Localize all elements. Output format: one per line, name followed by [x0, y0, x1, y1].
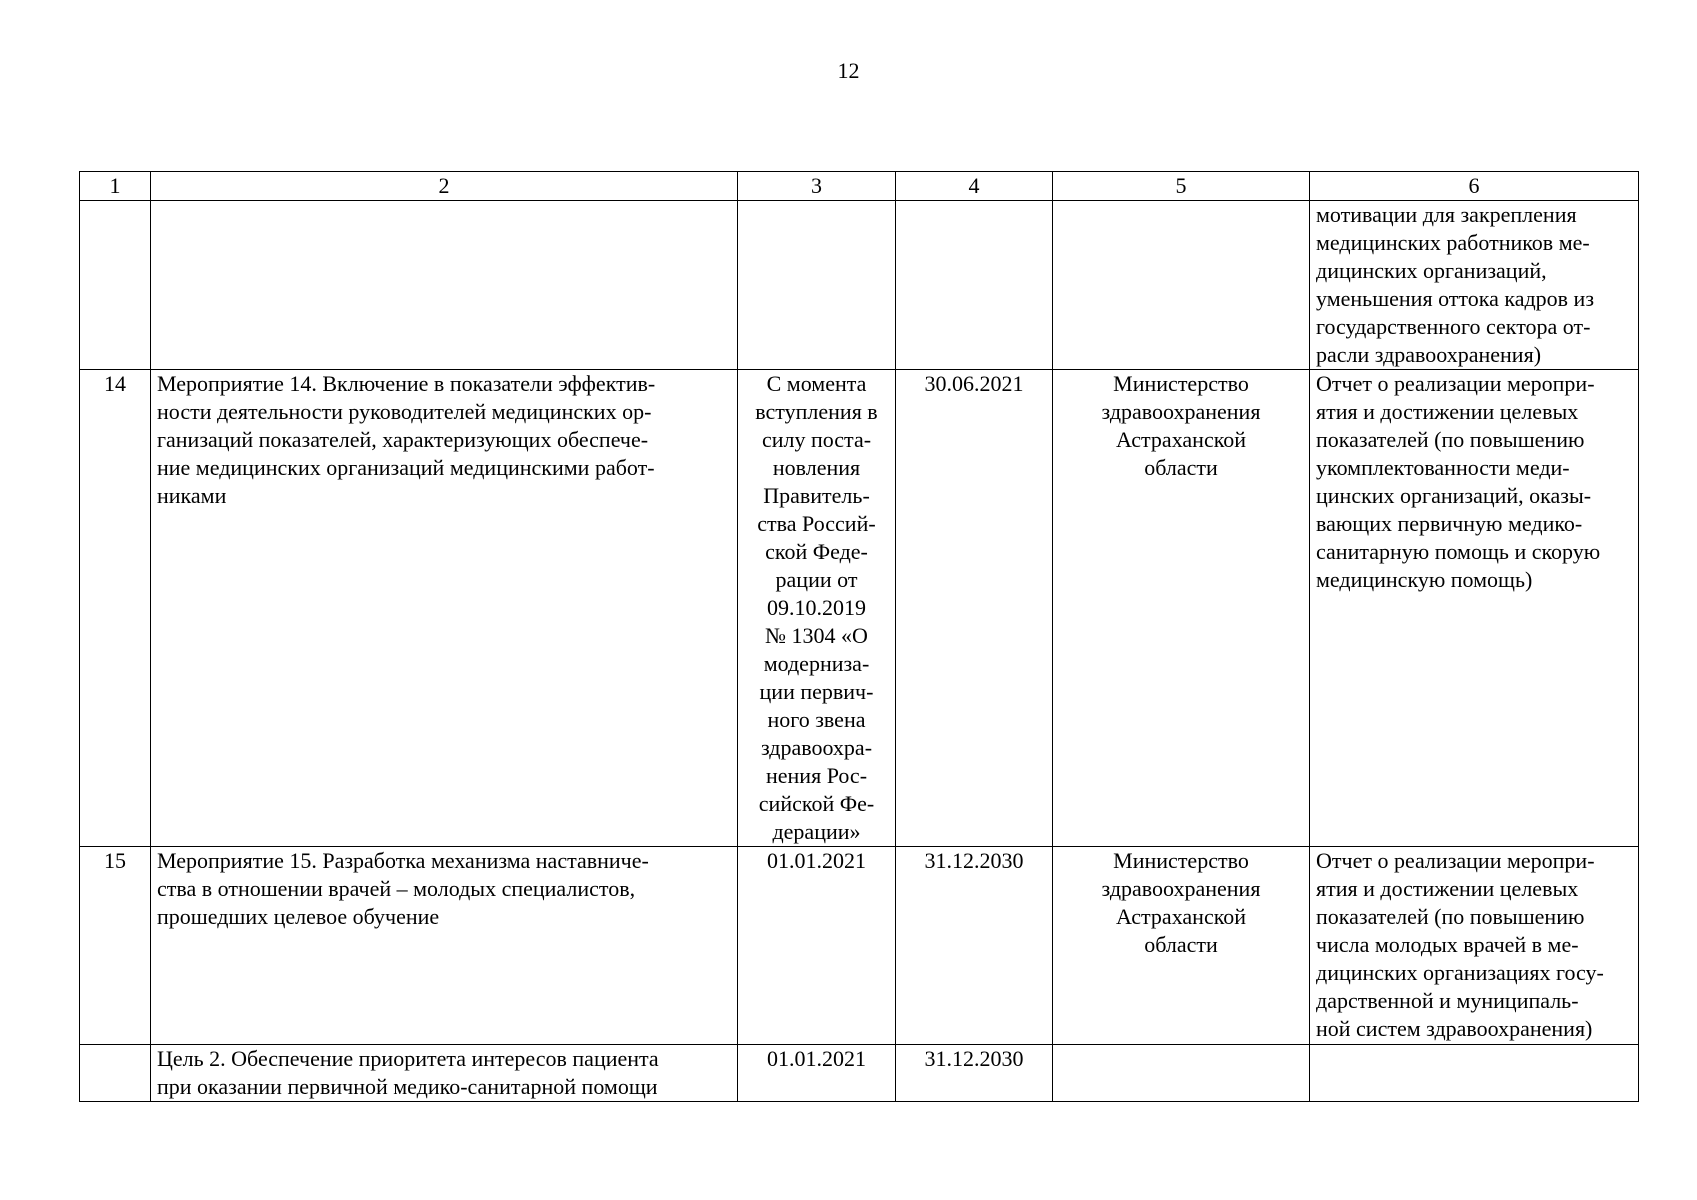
- responsible-cell: [1053, 847, 1310, 1045]
- row-number-cell: 15: [80, 847, 151, 1045]
- result-line: укомплектованности меди-: [1316, 455, 1570, 480]
- result-line: ной систем здравоохранения): [1316, 1016, 1593, 1041]
- event-line: при оказании первичной медико-санитарной помощи: [157, 1074, 658, 1099]
- table-header-row: [80, 172, 1639, 201]
- start-line: ции первич-: [759, 679, 874, 704]
- responsible-line: Астраханской: [1115, 427, 1247, 452]
- event-cell: [151, 847, 738, 1045]
- start-line: ской Феде-: [765, 539, 868, 564]
- event-line: ганизаций показателей, характеризующих обеспече-: [157, 427, 649, 452]
- result-line: медицинских работников ме-: [1316, 230, 1590, 255]
- end-date-cell: 31.12.2030: [896, 847, 1053, 1045]
- column-header-2: 2: [151, 172, 738, 201]
- result-line: санитарную помощь и скорую: [1316, 539, 1601, 564]
- result-line: числа молодых врачей в ме-: [1316, 932, 1579, 957]
- result-line: мотивации для закрепления: [1316, 202, 1577, 227]
- start-date-cell: [738, 847, 896, 1045]
- result-line: уменьшения оттока кадров из: [1316, 286, 1595, 311]
- responsible-line: области: [1144, 932, 1218, 957]
- responsible-line: области: [1144, 455, 1218, 480]
- responsible-line: Министерство: [1113, 371, 1249, 396]
- end-date-cell: [896, 201, 1053, 370]
- result-cell: [1310, 201, 1639, 370]
- column-header-1: 1: [80, 172, 151, 201]
- column-header-6: 6: [1310, 172, 1639, 201]
- responsible-line: здравоохранения: [1101, 876, 1261, 901]
- start-line: дерации»: [772, 819, 861, 844]
- start-line: силу поста-: [761, 427, 872, 452]
- event-line: Мероприятие 14. Включение в показатели эффектив-: [157, 371, 656, 396]
- event-line: прошедших целевое обучение: [157, 904, 440, 929]
- column-header-5: 5: [1053, 172, 1310, 201]
- event-line: Цель 2. Обеспечение приоритета интересов пациента: [157, 1046, 659, 1071]
- event-line: ние медицинских организаций медицинскими работ-: [157, 455, 655, 480]
- result-line: показателей (по повышению: [1316, 904, 1585, 929]
- event-cell: [151, 1045, 738, 1102]
- column-header-3: 3: [738, 172, 896, 201]
- start-line: Правитель-: [763, 483, 870, 508]
- responsible-cell: [1053, 201, 1310, 370]
- end-date-cell: 31.12.2030: [896, 1045, 1053, 1102]
- start-date-cell: [738, 370, 896, 847]
- start-line: № 1304 «О: [765, 623, 868, 648]
- event-line: Мероприятие 15. Разработка механизма наставниче-: [157, 848, 649, 873]
- start-line: ства Россий-: [757, 511, 876, 536]
- page-number: 12: [837, 58, 860, 83]
- responsible-cell: [1053, 370, 1310, 847]
- event-line: ства в отношении врачей – молодых специалистов,: [157, 876, 636, 901]
- responsible-cell: [1053, 1045, 1310, 1102]
- result-line: ятия и достижении целевых: [1316, 399, 1579, 424]
- result-line: вающих первичную медико-: [1316, 511, 1583, 536]
- start-line: вступления в: [755, 399, 878, 424]
- event-line: никами: [157, 483, 227, 508]
- result-line: показателей (по повышению: [1316, 427, 1585, 452]
- row-number-cell: [80, 201, 151, 370]
- start-line: модерниза-: [763, 651, 870, 676]
- event-cell: [151, 370, 738, 847]
- result-line: ятия и достижении целевых: [1316, 876, 1579, 901]
- start-line: нения Рос-: [765, 763, 868, 788]
- result-line: Отчет о реализации меропри-: [1316, 371, 1595, 396]
- plan-table: [79, 171, 1639, 1102]
- result-line: цинских организаций, оказы-: [1316, 483, 1592, 508]
- end-date-cell: 30.06.2021: [896, 370, 1053, 847]
- result-cell: [1310, 1045, 1639, 1102]
- table-row-continuation: [80, 201, 1639, 370]
- start-line: ного звена: [767, 707, 866, 732]
- event-cell: [151, 201, 738, 370]
- result-cell: [1310, 370, 1639, 847]
- table-row-15: [80, 847, 1639, 1045]
- start-date-cell: [738, 201, 896, 370]
- result-line: дарственной и муниципаль-: [1316, 988, 1579, 1013]
- column-header-4: 4: [896, 172, 1053, 201]
- result-line: медицинскую помощь): [1316, 567, 1533, 592]
- start-line: новления: [772, 455, 861, 480]
- result-line: расли здравоохранения): [1316, 342, 1542, 367]
- responsible-line: Министерство: [1113, 848, 1249, 873]
- result-cell: [1310, 847, 1639, 1045]
- responsible-line: здравоохранения: [1101, 399, 1261, 424]
- start-line: С момента: [766, 371, 867, 396]
- row-number-cell: 14: [80, 370, 151, 847]
- start-line: 01.01.2021: [767, 1046, 866, 1071]
- start-line: сийской Фе-: [758, 791, 875, 816]
- table-row-goal-2: [80, 1045, 1639, 1102]
- start-line: рации от: [775, 567, 858, 592]
- start-date-cell: [738, 1045, 896, 1102]
- start-line: 01.01.2021: [767, 848, 866, 873]
- event-line: ности деятельности руководителей медицинских ор-: [157, 399, 652, 424]
- start-line: здравоохра-: [760, 735, 873, 760]
- result-line: дицинских организациях госу-: [1316, 960, 1604, 985]
- row-number-cell: [80, 1045, 151, 1102]
- result-line: Отчет о реализации меропри-: [1316, 848, 1595, 873]
- responsible-line: Астраханской: [1115, 904, 1247, 929]
- table-row-14: [80, 370, 1639, 847]
- result-line: государственного сектора от-: [1316, 314, 1591, 339]
- result-line: дицинских организаций,: [1316, 258, 1547, 283]
- start-line: 09.10.2019: [767, 595, 866, 620]
